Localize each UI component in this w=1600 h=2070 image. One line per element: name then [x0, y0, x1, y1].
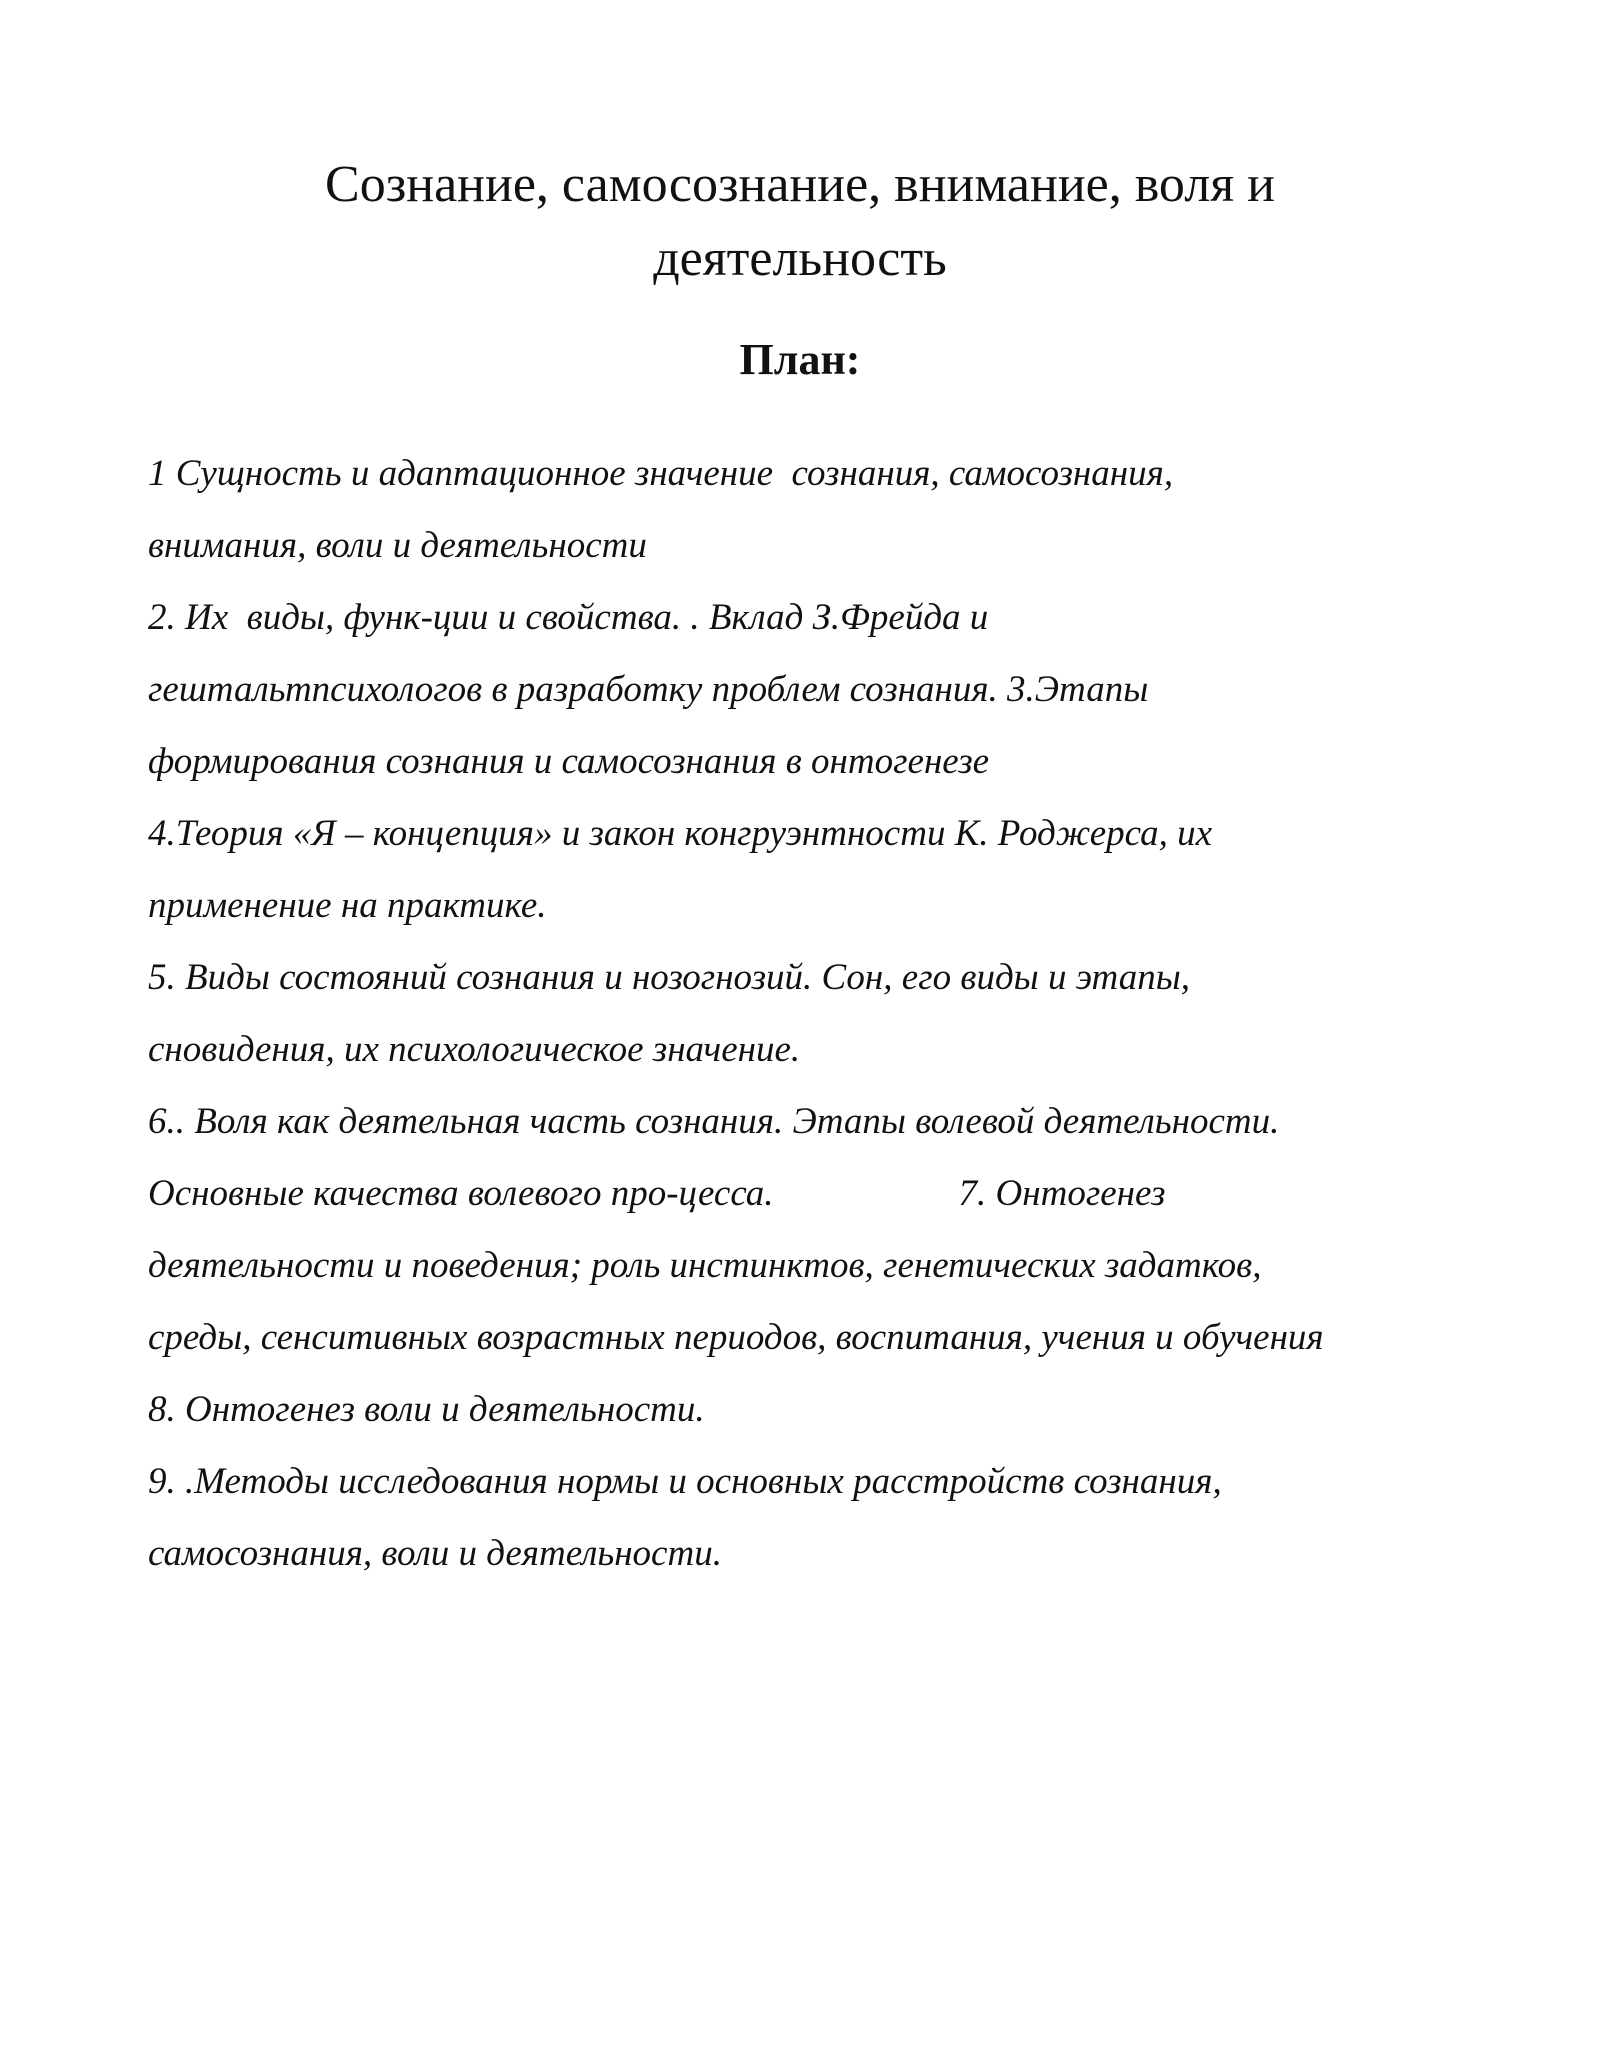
plan-line: гештальтпсихологов в разработку проблем сознания. 3.Этапы — [148, 669, 1149, 710]
plan-heading: План: — [739, 335, 861, 384]
plan-line: деятельности и поведения; роль инстинктов, генетических задатков, — [148, 1245, 1262, 1286]
plan-line: 2. Их виды, функ-ции и свойства. . Вклад З.Фрейда и — [148, 597, 989, 638]
plan-line: внимания, воли и деятельности — [148, 525, 647, 566]
plan-line: среды, сенситивных возрастных периодов, воспитания, учения и обучения — [148, 1317, 1324, 1358]
plan-line: применение на практике. — [148, 885, 547, 926]
plan-line: 8. Онтогенез воли и деятельности. — [148, 1389, 705, 1430]
plan-line: формирования сознания и самосознания в онтогенезе — [148, 741, 990, 782]
plan-line: Основные качества волевого про-цесса. 7. Онтогенез — [148, 1173, 1166, 1214]
plan-line: 4.Теория «Я – концепция» и закон конгруэнтности К. Роджерса, их — [148, 813, 1213, 854]
plan-line: 9. .Методы исследования нормы и основных расстройств сознания, — [148, 1461, 1222, 1502]
document-title: Сознание, самосознание, внимание, воля и деятельность — [325, 156, 1275, 287]
plan-line: сновидения, их психологическое значение. — [148, 1029, 801, 1070]
plan-line: 6.. Воля как деятельная часть сознания. Этапы волевой деятельности. — [148, 1101, 1280, 1142]
plan-list — [148, 438, 1478, 1590]
plan-line: самосознания, воли и деятельности. — [148, 1533, 722, 1574]
plan-line: 1 Сущность и адаптационное значение сознания, самосознания, — [148, 453, 1174, 494]
plan-line: 5. Виды состояний сознания и нозогнозий. Сон, его виды и этапы, — [148, 957, 1191, 998]
